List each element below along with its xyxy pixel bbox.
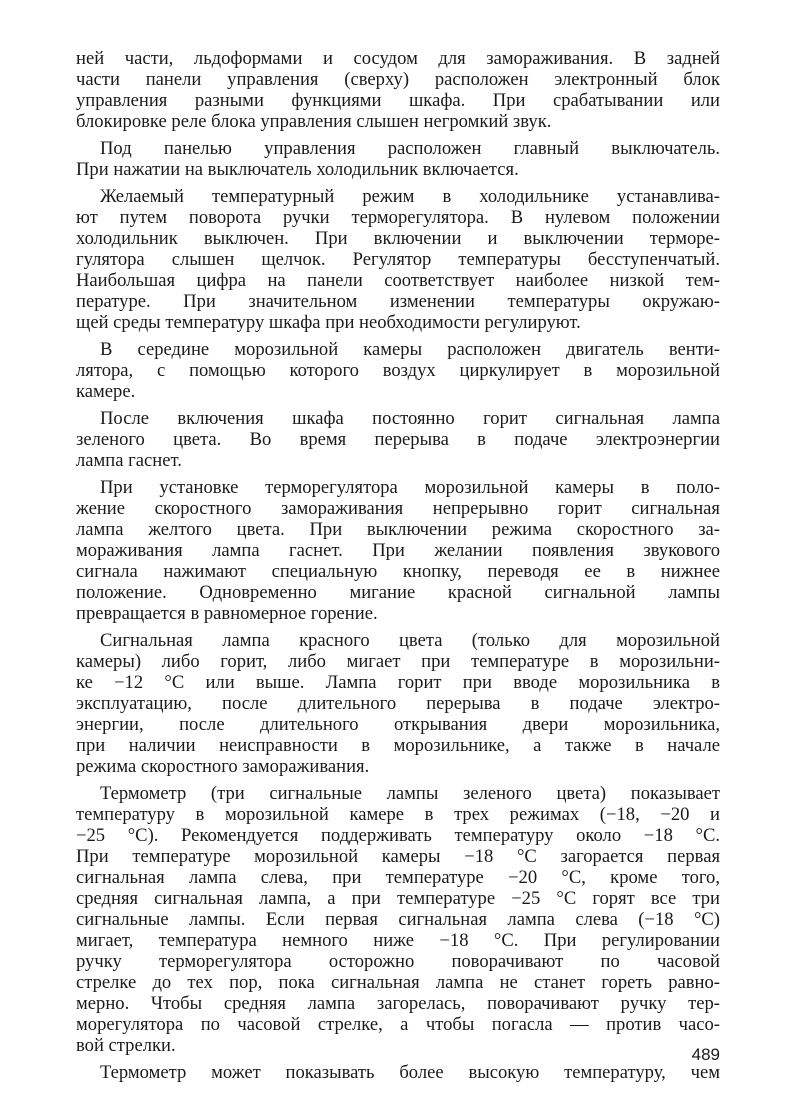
text-line: Термометр может показывать более высокую температуру, чем [100,1062,720,1083]
text-line: лятора, с помощью которого воздух циркулирует в морозильной [76,360,720,381]
text-line: Наибольшая цифра на панели соответствует наиболее низкой тем- [76,270,720,291]
paragraph [76,1062,720,1083]
text-line: части панели управления (сверху) расположен электронный блок [76,69,720,90]
text-line: щей среды температуру шкафа при необходимости регулируют. [76,312,581,333]
text-line: температуру в морозильной камере в трех режимах (−18, −20 и [76,804,720,825]
text-line: лампа гаснет. [76,450,182,471]
paragraph [76,408,720,471]
text-line: мерно. Чтобы средняя лампа загорелась, поворачивают ручку тер- [76,993,720,1014]
paragraph [76,138,720,180]
body-text [76,48,720,1089]
text-line: камере. [76,381,136,402]
text-line: ней части, льдоформами и сосудом для замораживания. В задней [76,48,720,69]
text-line: при наличии неисправности в морозильнике, а также в начале [76,735,720,756]
text-line: При нажатии на выключатель холодильник включается. [76,159,519,180]
paragraph [76,630,720,777]
paragraph [76,48,720,132]
text-line: холодильник выключен. При включении и выключении терморе- [76,228,720,249]
text-line: блокировке реле блока управления слышен негромкий звук. [76,111,552,132]
text-line: сигнала нажимают специальную кнопку, переводя ее в нижнее [76,561,720,582]
text-line: При температуре морозильной камеры −18 °С загорается первая [76,846,720,867]
text-line: −25 °С). Рекомендуется поддерживать температуру около −18 °С. [76,825,720,846]
page-number: 489 [691,1045,720,1064]
text-line: сигнальная лампа слева, при температуре −20 °С, кроме того, [76,867,720,888]
text-line: зеленого цвета. Во время перерыва в подаче электроэнергии [76,429,720,450]
text-line: ручку терморегулятора осторожно поворачивают по часовой [76,951,720,972]
text-line: В середине морозильной камеры расположен двигатель венти- [100,339,720,360]
text-line: мигает, температура немного ниже −18 °С. При регулировании [76,930,720,951]
text-line: превращается в равномерное горение. [76,603,378,624]
text-line: управления разными функциями шкафа. При срабатывании или [76,90,720,111]
text-line: При установке терморегулятора морозильной камеры в поло- [100,477,720,498]
text-line: энергии, после длительного открывания двери морозильника, [76,714,720,735]
text-line: гулятора слышен щелчок. Регулятор температуры бесступенчатый. [76,249,720,270]
paragraph [76,186,720,333]
paragraph [76,477,720,624]
text-line: Желаемый температурный режим в холодильнике устанавлива- [100,186,720,207]
text-line: режима скоростного замораживания. [76,756,370,777]
paragraph [76,339,720,402]
text-line: жение скоростного замораживания непрерывно горит сигнальная [76,498,720,519]
text-line: камеры) либо горит, либо мигает при температуре в морозильни- [76,651,720,672]
text-line: средняя сигнальная лампа, а при температуре −25 °С горят все три [76,888,720,909]
text-line: После включения шкафа постоянно горит сигнальная лампа [100,408,720,429]
text-line: морегулятора по часовой стрелке, а чтобы погасла — против часо- [76,1014,720,1035]
text-line: эксплуатацию, после длительного перерыва в подаче электро- [76,693,720,714]
text-line: пературе. При значительном изменении температуры окружаю- [76,291,720,312]
text-line: ке −12 °С или выше. Лампа горит при вводе морозильника в [76,672,720,693]
text-line: сигнальные лампы. Если первая сигнальная лампа слева (−18 °С) [76,909,720,930]
text-line: лампа желтого цвета. При выключении режима скоростного за- [76,519,720,540]
paragraph [76,783,720,1056]
text-line: Сигнальная лампа красного цвета (только для морозильной [100,630,720,651]
text-line: стрелке до тех пор, пока сигнальная лампа не станет гореть равно- [76,972,720,993]
text-line: вой стрелки. [76,1035,176,1056]
text-line: мораживания лампа гаснет. При желании появления звукового [76,540,720,561]
text-line: Под панелью управления расположен главный выключатель. [100,138,720,159]
text-line: положение. Одновременно мигание красной сигнальной лампы [76,582,720,603]
text-line: Термометр (три сигнальные лампы зеленого цвета) показывает [100,783,720,804]
text-line: ют путем поворота ручки терморегулятора. В нулевом положении [76,207,720,228]
